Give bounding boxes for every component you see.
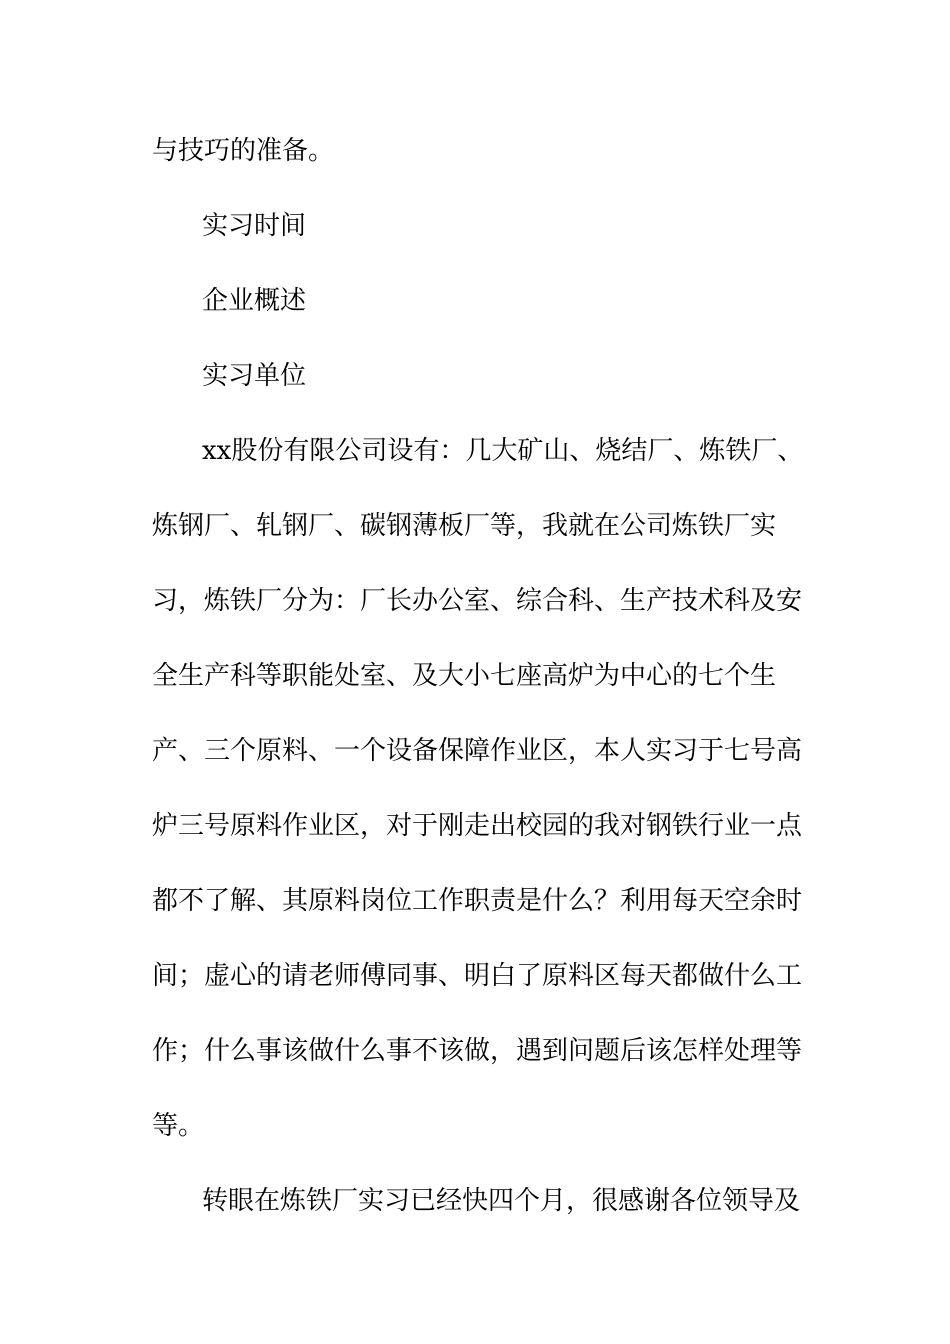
paragraph-line: 间；虚心的请老师傅同事、明白了原料区每天都做什么工 xyxy=(152,961,803,991)
paragraph-line: 等。 xyxy=(152,1111,205,1141)
heading-company-overview: 企业概述 xyxy=(202,286,307,316)
paragraph-line: 产、三个原料、一个设备保障作业区，本人实习于七号高 xyxy=(152,736,803,766)
paragraph-line: 炉三号原料作业区，对于刚走出校园的我对钢铁行业一点 xyxy=(152,811,803,841)
text-line: 与技巧的准备。 xyxy=(152,136,335,166)
paragraph-line: 都不了解、其原料岗位工作职责是什么？利用每天空余时 xyxy=(152,886,803,916)
heading-internship-time: 实习时间 xyxy=(202,211,307,241)
paragraph-line: xx股份有限公司设有：几大矿山、烧结厂、炼铁厂、 xyxy=(202,436,804,466)
paragraph-line: 作；什么事该做什么事不该做，遇到问题后该怎样处理等 xyxy=(152,1036,803,1066)
paragraph-line: 炼钢厂、轧钢厂、碳钢薄板厂等，我就在公司炼铁厂实 xyxy=(152,511,777,541)
paragraph-line: 全生产科等职能处室、及大小七座高炉为中心的七个生 xyxy=(152,661,777,691)
paragraph-line: 习，炼铁厂分为：厂长办公室、综合科、生产技术科及安 xyxy=(152,586,803,616)
heading-internship-unit: 实习单位 xyxy=(202,361,307,391)
paragraph-line: 转眼在炼铁厂实习已经快四个月，很感谢各位领导及 xyxy=(202,1186,801,1216)
